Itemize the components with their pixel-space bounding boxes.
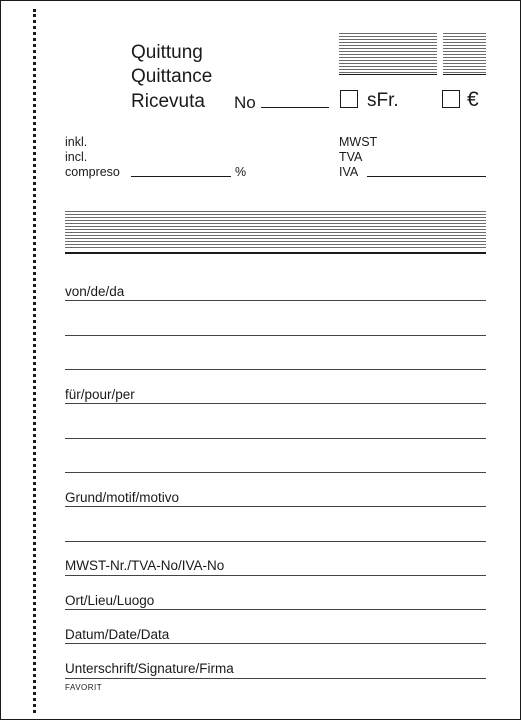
for-line-1[interactable] bbox=[65, 403, 486, 404]
title-italian: Ricevuta bbox=[131, 91, 205, 112]
title-french: Quittance bbox=[131, 66, 213, 87]
chf-label: sFr. bbox=[367, 90, 399, 111]
for-line-3[interactable] bbox=[65, 472, 486, 473]
title-german: Quittung bbox=[131, 42, 203, 63]
signature-label: Unterschrift/Signature/Firma bbox=[65, 661, 234, 676]
vat-label-de: MWST bbox=[339, 135, 378, 149]
amount-cents-hatch bbox=[443, 33, 486, 73]
incl-label-fr: incl. bbox=[65, 150, 88, 164]
eur-label: € bbox=[467, 88, 479, 111]
for-line-2[interactable] bbox=[65, 438, 486, 439]
date-label: Datum/Date/Data bbox=[65, 627, 170, 642]
vat-rate-field[interactable] bbox=[131, 176, 231, 177]
amount-cents-line[interactable] bbox=[443, 74, 486, 75]
vat-label-it: IVA bbox=[339, 165, 359, 179]
reason-label: Grund/motif/motivo bbox=[65, 490, 180, 505]
reason-line-2[interactable] bbox=[65, 541, 486, 542]
incl-label-de: inkl. bbox=[65, 135, 88, 149]
incl-label-it: compreso bbox=[65, 165, 120, 179]
perforation-line bbox=[33, 9, 36, 713]
chf-checkbox[interactable] bbox=[340, 90, 358, 108]
amount-chf-hatch bbox=[339, 33, 437, 73]
percent-sign: % bbox=[235, 165, 247, 179]
from-line-3[interactable] bbox=[65, 369, 486, 370]
receipt-number-label: No bbox=[234, 93, 256, 112]
signature-line[interactable] bbox=[65, 678, 486, 679]
amount-in-words-line[interactable] bbox=[65, 252, 486, 254]
place-line[interactable] bbox=[65, 609, 486, 610]
place-label: Ort/Lieu/Luogo bbox=[65, 593, 155, 608]
reason-line-1[interactable] bbox=[65, 506, 486, 507]
from-label: von/de/da bbox=[65, 284, 125, 299]
brand-label: FAVORIT bbox=[65, 683, 103, 692]
vat-label-fr: TVA bbox=[339, 150, 363, 164]
amount-in-words-hatch bbox=[65, 211, 486, 249]
from-line-2[interactable] bbox=[65, 335, 486, 336]
vat-number-line[interactable] bbox=[65, 575, 486, 576]
for-label: für/pour/per bbox=[65, 387, 135, 402]
date-line[interactable] bbox=[65, 643, 486, 644]
eur-checkbox[interactable] bbox=[442, 90, 460, 108]
vat-number-label: MWST-Nr./TVA-No/IVA-No bbox=[65, 558, 225, 573]
from-line-1[interactable] bbox=[65, 300, 486, 301]
amount-chf-line[interactable] bbox=[339, 74, 437, 75]
vat-amount-field[interactable] bbox=[367, 176, 486, 177]
receipt-number-field[interactable] bbox=[261, 107, 329, 108]
